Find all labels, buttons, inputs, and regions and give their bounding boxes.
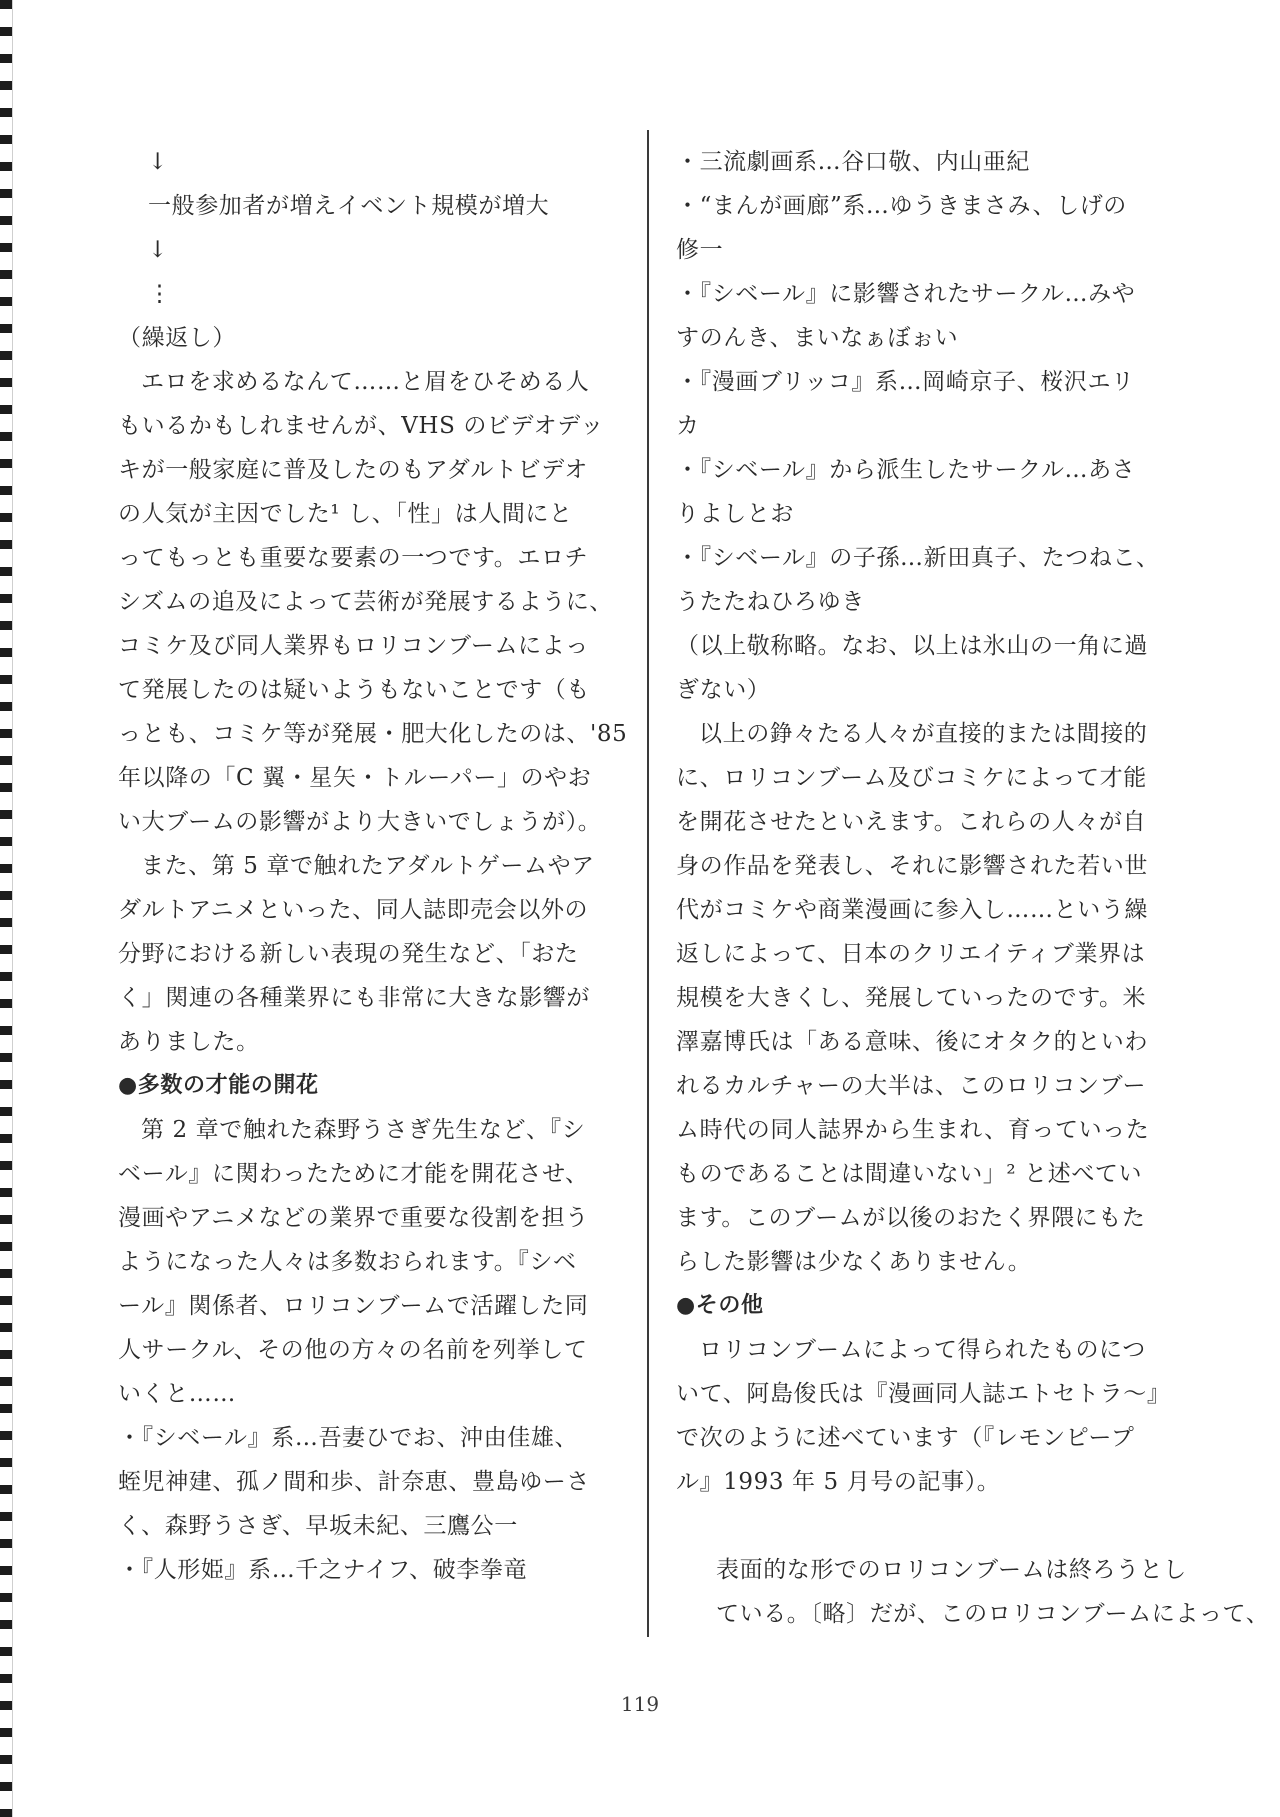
text-line: また、第 5 章で触れたアダルトゲームやア [141, 853, 595, 879]
text-line: れるカルチャーの大半は、このロリコンブー [676, 1073, 1147, 1099]
text-line: ロリコンブームによって得られたものにつ [699, 1337, 1146, 1363]
text-line: ダルトアニメといった、同人誌即売会以外の [118, 897, 589, 923]
text-line: 以上の錚々たる人々が直接的または間接的 [699, 721, 1148, 747]
text-line: すのんき、まいなぁぼぉい [676, 325, 959, 351]
text-line: 修一 [676, 237, 724, 263]
text-line: 代がコミケや商業漫画に参入し……という繰 [676, 897, 1148, 923]
text-line: 返しによって、日本のクリエイティブ業界は [676, 941, 1146, 967]
text-line: ます。このブームが以後のおたく界隈にもた [676, 1205, 1146, 1231]
section-heading: ●その他 [676, 1293, 764, 1318]
text-line: ・『シベール』に影響されたサークル…みや [676, 281, 1136, 307]
text-line: らした影響は少なくありません。 [676, 1249, 1032, 1275]
text-line: ありました。 [118, 1029, 260, 1055]
text-line: ム時代の同人誌界から生まれ、育っていった [676, 1117, 1150, 1143]
left-column [118, 140, 628, 1592]
right-column [676, 140, 1270, 1636]
ring-binding [0, 0, 13, 1817]
text-line: 表面的な形でのロリコンブームは終ろうとし [716, 1557, 1187, 1583]
text-line: キが一般家庭に普及したのもアダルトビデオ [118, 457, 588, 483]
text-line: っとも、コミケ等が発展・肥大化したのは、'85 [118, 721, 628, 747]
text-line: ⋮ [148, 281, 172, 307]
text-line [676, 1504, 1186, 1548]
text-line: ・三流劇画系…谷口敬、内山亜紀 [676, 149, 1030, 175]
text-line: 人サークル、その他の方々の名前を列挙して [118, 1337, 588, 1363]
text-line: いて、阿島俊氏は『漫画同人誌エトセトラ～』 [676, 1381, 1171, 1407]
text-line: て発展したのは疑いようもないことです（も [118, 677, 590, 703]
text-line: ↓ [148, 237, 168, 263]
text-line: ・『シベール』系…吾妻ひでお、沖由佳雄、 [118, 1425, 579, 1451]
text-line: ・『人形姫』系…千之ナイフ、破李拳竜 [118, 1557, 528, 1583]
text-line: うたたねひろゆき [676, 589, 865, 615]
text-line: 規模を大きくし、発展していったのです。米 [676, 985, 1147, 1011]
text-line: コミケ及び同人業界もロリコンブームによっ [118, 633, 589, 659]
text-line: 漫画やアニメなどの業界で重要な役割を担う [118, 1205, 589, 1231]
text-line: ・“まんが画廊”系…ゆうきまさみ、しげの [676, 193, 1127, 219]
text-line: ・『漫画ブリッコ』系…岡崎京子、桜沢エリ [676, 369, 1135, 395]
text-line: りよしとお [676, 501, 794, 527]
text-line: 第 2 章で触れた森野うさぎ先生など、『シ [141, 1117, 586, 1143]
text-line: 年以降の「C 翼・星矢・トルーパー」のやお [118, 765, 592, 791]
text-line: に、ロリコンブーム及びコミケによって才能 [676, 765, 1147, 791]
text-line: 身の作品を発表し、それに影響された若い世 [676, 853, 1148, 879]
text-line: ている。〔略〕だが、このロリコンブームによって、 [716, 1601, 1270, 1627]
text-line: を開花させたといえます。これらの人々が自 [676, 809, 1147, 835]
text-line: 分野における新しい表現の発生など、「おた [118, 941, 579, 967]
text-line: く」関連の各種業界にも非常に大きな影響が [118, 985, 590, 1011]
text-line: 澤嘉博氏は「ある意味、後にオタク的といわ [676, 1029, 1148, 1055]
text-line: の人気が主因でした¹ し、「性」は人間にと [118, 501, 573, 527]
text-line: 蛭児神建、孤ノ間和歩、計奈恵、豊島ゆーさ [118, 1469, 590, 1495]
text-line: いくと…… [118, 1381, 236, 1407]
text-line: （以上敬称略。なお、以上は氷山の一角に過 [676, 633, 1148, 659]
page-number: 119 [620, 1692, 660, 1716]
text-line: （繰返し） [118, 325, 236, 351]
text-line: ものであることは間違いない」² と述べてい [676, 1161, 1143, 1187]
text-line: く、森野うさぎ、早坂未紀、三鷹公一 [118, 1513, 518, 1539]
text-line: ようになった人々は多数おられます。『シベ [118, 1249, 577, 1275]
text-line: ぎない） [676, 677, 771, 703]
text-line: シズムの追及によって芸術が発展するように、 [118, 589, 613, 615]
text-line: もいるかもしれませんが、VHS のビデオデッ [118, 413, 605, 439]
text-line: い大ブームの影響がより大きいでしょうが）。 [118, 809, 602, 835]
text-line: エロを求めるなんて……と眉をひそめる人 [141, 369, 590, 395]
text-line: 一般参加者が増えイベント規模が増大 [148, 193, 550, 219]
text-line: ・『シベール』から派生したサークル…あさ [676, 457, 1136, 483]
text-line: で次のように述べています（『レモンピープ [676, 1425, 1135, 1451]
text-line: カ [676, 413, 700, 439]
text-line: ベール』に関わったために才能を開花させ、 [118, 1161, 589, 1187]
text-line: ル』1993 年 5 月号の記事）。 [676, 1469, 1001, 1495]
text-line: ・『シベール』の子孫…新田真子、たつねこ、 [676, 545, 1160, 571]
text-line: ってもっとも重要な要素の一つです。エロチ [118, 545, 589, 571]
column-divider [647, 130, 649, 1637]
text-line: ール』関係者、ロリコンブームで活躍した同 [118, 1293, 589, 1319]
text-line: ↓ [148, 149, 168, 175]
section-heading: ●多数の才能の開花 [118, 1073, 319, 1098]
